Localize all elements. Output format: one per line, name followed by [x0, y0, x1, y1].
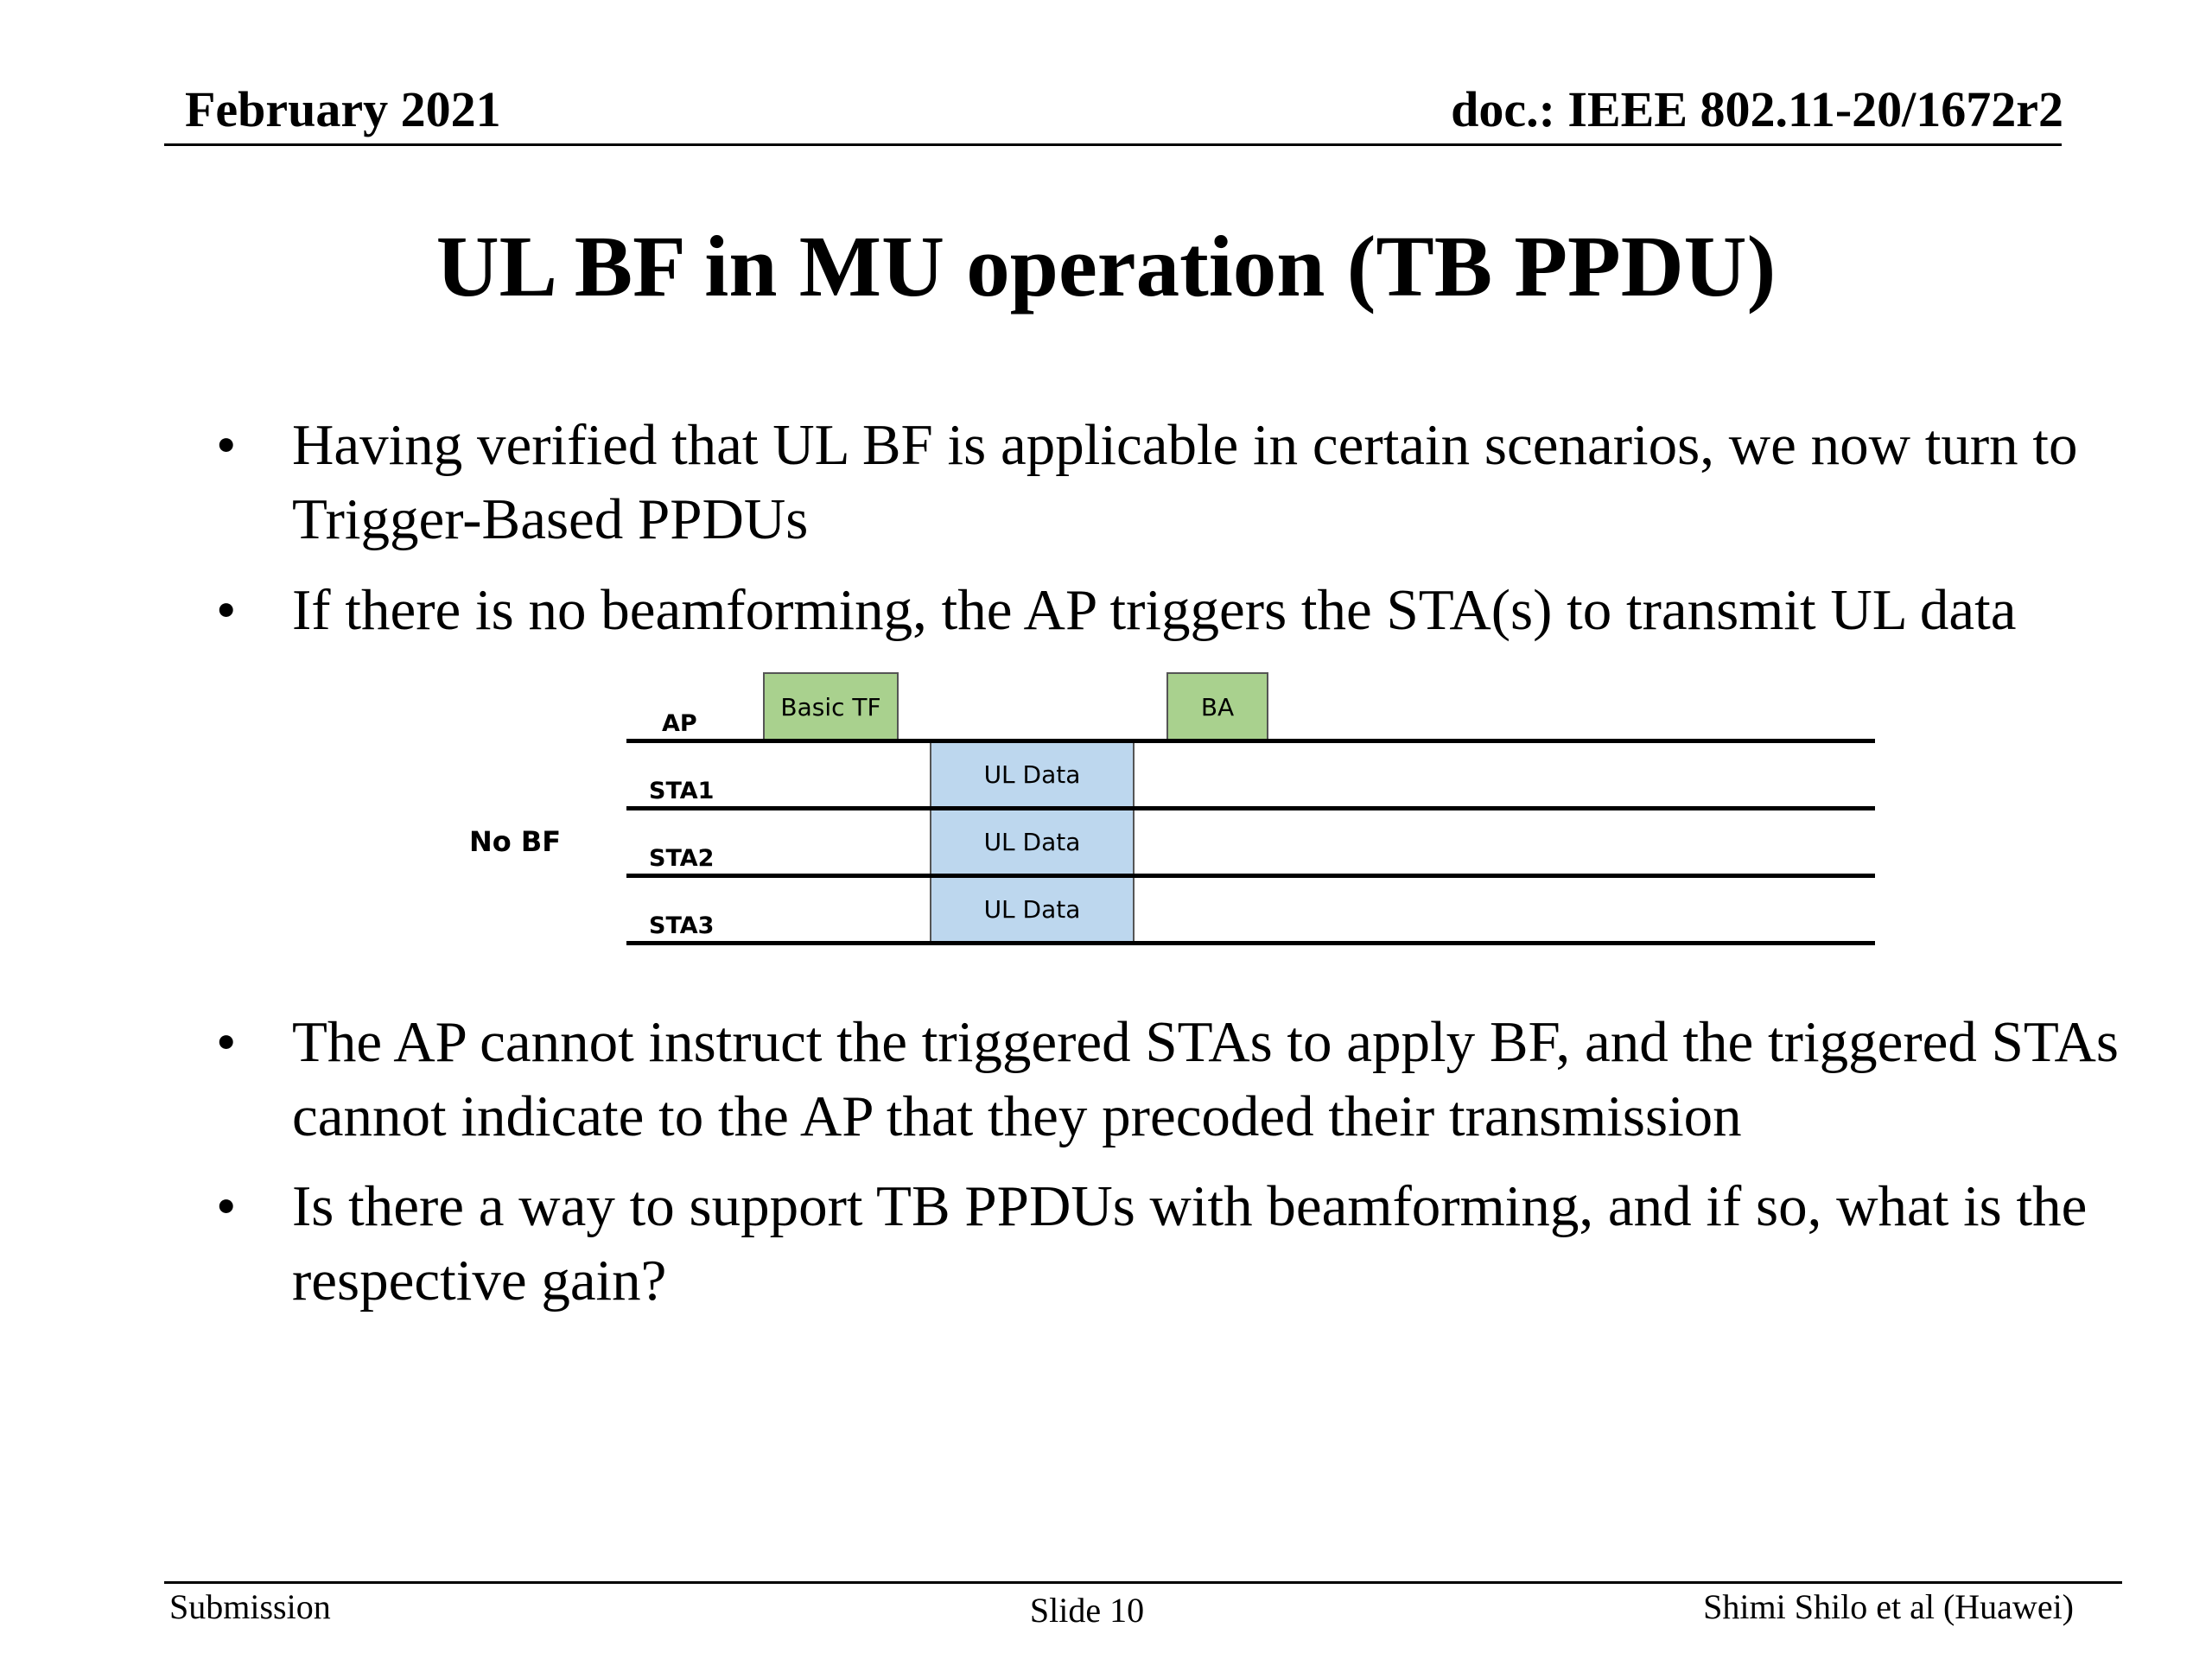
ul-data-box-sta3: UL Data [930, 875, 1135, 943]
footer-authors: Shimi Shilo et al (Huawei) [1703, 1587, 2074, 1626]
ba-box: BA [1166, 672, 1268, 741]
row-label-ap: AP [662, 710, 697, 737]
header-doc-id: doc.: IEEE 802.11-20/1672r2 [1451, 81, 2063, 137]
timeline-sta2 [626, 874, 1875, 878]
slide-title: UL BF in MU operation (TB PPDU) [435, 218, 1777, 315]
header-date: February 2021 [185, 81, 501, 137]
row-label-sta2: STA2 [649, 845, 715, 872]
footer-divider [164, 1581, 2122, 1584]
bullet-1: • Having verified that UL BF is applicable in certain scenarios, we now turn to Trigger-Based PPDUs [292, 408, 2150, 556]
footer-slide-number: Slide 10 [1029, 1591, 1145, 1630]
footer-submission: Submission [169, 1587, 331, 1626]
ul-data-box-sta2: UL Data [930, 808, 1135, 875]
row-label-sta1: STA1 [649, 778, 715, 804]
timeline-ap [626, 739, 1875, 743]
scenario-label: No BF [469, 825, 562, 858]
timeline-sta3 [626, 941, 1875, 945]
row-label-sta3: STA3 [649, 912, 715, 939]
bullet-2: • If there is no beamforming, the AP triggers the STA(s) to transmit UL data [292, 573, 2150, 647]
header-divider [164, 143, 2062, 146]
bullet-4: • Is there a way to support TB PPDUs with beamforming, and if so, what is the respective gain? [292, 1169, 2150, 1318]
basic-tf-box: Basic TF [763, 672, 899, 741]
ul-data-box-sta1: UL Data [930, 741, 1135, 808]
timeline-sta1 [626, 806, 1875, 810]
bullet-3: • The AP cannot instruct the triggered STAs to apply BF, and the triggered STAs cannot indicate to the AP that they precoded their transmission [292, 1005, 2150, 1154]
